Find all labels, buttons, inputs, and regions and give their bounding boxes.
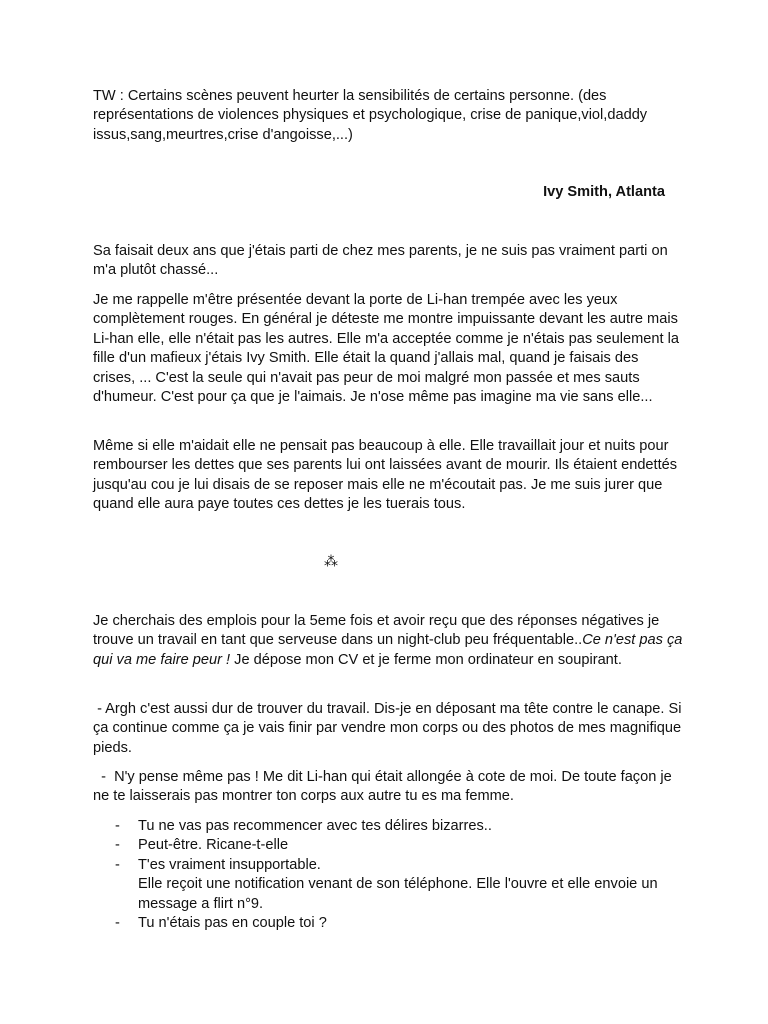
dialogue-line-4: Tu n'étais pas en couple toi ? bbox=[138, 915, 327, 932]
paragraph-intro: Sa faisait deux ans que j'étais parti de chez mes parents, je ne suis pas vraiment parti on m'a plutôt chassé... bbox=[93, 243, 668, 279]
dialogue-item bbox=[93, 836, 683, 855]
section-separator: ⁂ bbox=[324, 554, 338, 570]
paragraph-dialogue-li-han: - N'y pense même pas ! Me dit Li-han qui était allongée à cote de moi. De toute façon je ne te laisserais pas montrer ton corps aux autre tu es ma femme. bbox=[93, 769, 676, 805]
dialogue-item bbox=[93, 856, 683, 914]
dialogue-item bbox=[93, 914, 683, 933]
list-dash: - bbox=[115, 837, 120, 854]
paragraph-job-search-start: Je cherchais des emplois pour la 5eme fois et avoir reçu que des réponses négatives je trouve un travail en tant que serveuse dans un night-club peu fréquentable.. bbox=[93, 613, 660, 649]
dialogue-line-1: Tu ne vas pas recommencer avec tes délires bizarres.. bbox=[138, 818, 492, 834]
dialogue-item bbox=[93, 817, 683, 836]
paragraph-job-search bbox=[93, 612, 683, 670]
paragraph-job-search-end: Je dépose mon CV et je ferme mon ordinateur en soupirant. bbox=[230, 651, 622, 668]
list-dash: - bbox=[115, 856, 120, 873]
dialogue-line-2: Peut-être. Ricane-t-elle bbox=[138, 837, 289, 854]
dialogue-narration: Elle reçoit une notification venant de son téléphone. Elle l'ouvre et elle envoie un message a flirt n°9. bbox=[138, 876, 658, 912]
list-dash: - bbox=[115, 818, 120, 834]
trigger-warning: TW : Certains scènes peuvent heurter la sensibilités de certains personne. (des représentations de violences physiques et psychologique, crise de panique,viol,daddy issus,sang,meurtres,crise d'angoisse,...) bbox=[93, 88, 648, 143]
paragraph-debts: Même si elle m'aidait elle ne pensait pas beaucoup à elle. Elle travaillait jour et nuits pour rembourser les dettes que ses parents lui ont laissées avant de mourir. Ils étaient endettés jusqu'au cou je lui disais de se reposer mais elle ne m'écoutait pas. Je me suis jurer que quand elle aura paye toutes ces dettes je les tuerais tous. bbox=[93, 438, 678, 513]
dialogue-list bbox=[93, 817, 683, 933]
list-dash: - bbox=[115, 915, 120, 932]
author-signature: Ivy Smith, Atlanta bbox=[543, 184, 665, 200]
dialogue-line-3: T'es vraiment insupportable. bbox=[138, 856, 321, 873]
paragraph-job-search-thought: Ce n'est pas ça qui va me faire peur ! bbox=[93, 632, 683, 668]
paragraph-li-han: Je me rappelle m'être présentée devant la porte de Li-han trempée avec les yeux complètement rouges. En général je déteste me montre impuissante devant les autre mais Li-han elle, elle n'était pas les autres. Elle m'a acceptée comme je n'étais pas seulement la fille d'un mafieux j'étais Ivy Smith. Elle était la quand j'allais mal, quand je faisais des crises, ... C'est la seule qui n'avait pas peur de moi malgré mon passée et mes sauts d'humeur. C'est pour ça que je l'aimais. Je n'ose même pas imagine ma vie sans elle... bbox=[93, 292, 679, 406]
paragraph-dialogue-argh: - Argh c'est aussi dur de trouver du travail. Dis-je en déposant ma tête contre le canape. Si ça continue comme ça je vais finir par vendre mon corps ou des photos de mes magnifique pieds. bbox=[93, 701, 686, 756]
